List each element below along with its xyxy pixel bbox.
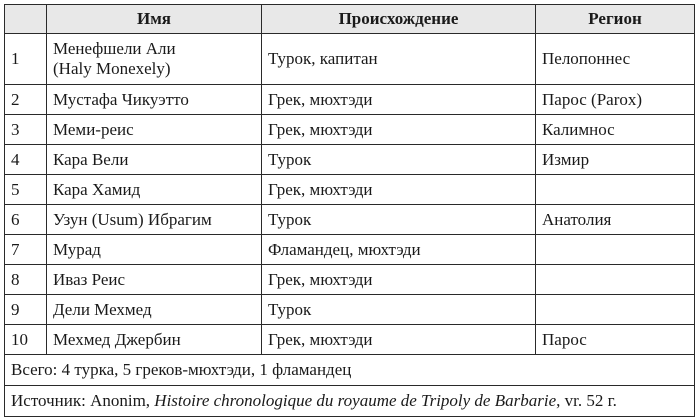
row-number: 4 xyxy=(5,145,47,175)
row-region: Измир xyxy=(536,145,695,175)
row-origin: Турок xyxy=(262,205,536,235)
row-number: 8 xyxy=(5,265,47,295)
row-region xyxy=(536,295,695,325)
row-number: 7 xyxy=(5,235,47,265)
row-number: 9 xyxy=(5,295,47,325)
row-region: Парос (Parox) xyxy=(536,85,695,115)
table-row xyxy=(5,115,695,145)
row-region: Пелопоннес xyxy=(536,34,695,85)
row-region: Калимнос xyxy=(536,115,695,145)
row-name: Мустафа Чикуэтто xyxy=(47,85,262,115)
source-prefix: Источник: Anonim, xyxy=(11,391,155,410)
header-number xyxy=(5,5,47,34)
table-row xyxy=(5,265,695,295)
table-row xyxy=(5,34,695,85)
row-origin: Грек, мюхтэди xyxy=(262,175,536,205)
row-region: Парос xyxy=(536,325,695,355)
row-region: Анатолия xyxy=(536,205,695,235)
summary-row xyxy=(5,355,695,386)
row-region xyxy=(536,175,695,205)
row-number: 6 xyxy=(5,205,47,235)
row-origin: Грек, мюхтэди xyxy=(262,325,536,355)
source-row xyxy=(5,386,695,417)
table-row xyxy=(5,205,695,235)
row-origin: Грек, мюхтэди xyxy=(262,115,536,145)
table-row xyxy=(5,235,695,265)
row-name: Кара Вели xyxy=(47,145,262,175)
row-number: 2 xyxy=(5,85,47,115)
row-name: Меми-реис xyxy=(47,115,262,145)
row-region xyxy=(536,265,695,295)
row-origin: Фламандец, мюхтэди xyxy=(262,235,536,265)
summary-text: Всего: 4 турка, 5 греков-мюхтэди, 1 фламандец xyxy=(5,355,695,386)
row-number: 3 xyxy=(5,115,47,145)
row-name: Узун (Usum) Ибрагим xyxy=(47,205,262,235)
row-region xyxy=(536,235,695,265)
table-row xyxy=(5,175,695,205)
row-number: 5 xyxy=(5,175,47,205)
source-title: Histoire chronologique du royaume de Tripoly de Barbarie xyxy=(154,391,557,410)
row-origin: Турок, капитан xyxy=(262,34,536,85)
row-number: 1 xyxy=(5,34,47,85)
source-suffix: , vr. 52 г. xyxy=(556,391,617,410)
table-row xyxy=(5,325,695,355)
row-name-line2: (Haly Monexely) xyxy=(53,59,171,78)
row-name: Мурад xyxy=(47,235,262,265)
row-name: Иваз Реис xyxy=(47,265,262,295)
row-origin: Турок xyxy=(262,145,536,175)
header-name: Имя xyxy=(47,5,262,34)
pirate-captains-table xyxy=(4,4,695,417)
row-name: Дели Мехмед xyxy=(47,295,262,325)
table-row xyxy=(5,85,695,115)
row-name-line1: Менефшели Али xyxy=(53,39,176,58)
table-row xyxy=(5,295,695,325)
row-name: Мехмед Джербин xyxy=(47,325,262,355)
row-origin: Турок xyxy=(262,295,536,325)
row-name: Кара Хамид xyxy=(47,175,262,205)
row-name xyxy=(47,34,262,85)
row-number: 10 xyxy=(5,325,47,355)
table-row xyxy=(5,145,695,175)
header-row xyxy=(5,5,695,34)
header-origin: Происхождение xyxy=(262,5,536,34)
header-region: Регион xyxy=(536,5,695,34)
source-citation xyxy=(5,386,695,417)
row-origin: Грек, мюхтэди xyxy=(262,265,536,295)
row-origin: Грек, мюхтэди xyxy=(262,85,536,115)
